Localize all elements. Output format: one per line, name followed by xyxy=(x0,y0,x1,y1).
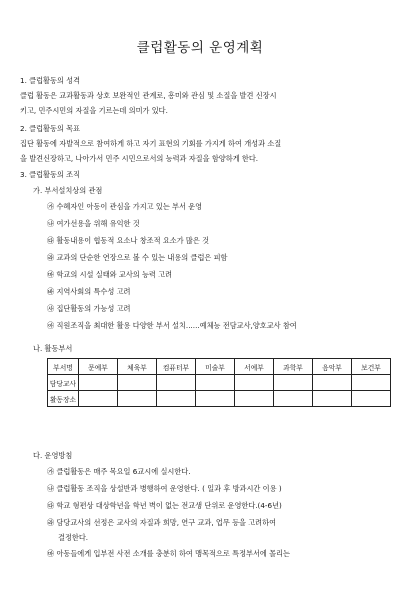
section1-text-line2: 키고, 민주시민의 자질을 기르는데 의미가 있다. xyxy=(20,106,168,115)
criteria-item: ㉳ 지역사회의 특수성 고려 xyxy=(47,287,131,296)
table-cell xyxy=(352,375,391,391)
section3-sub-a: 가. 부서설치상의 관점 xyxy=(33,186,103,195)
criteria-item: ㉮ 수혜자인 아동이 관심을 가지고 있는 부서 운영 xyxy=(47,202,203,211)
policy-item: ㉰ 학교 형편상 대상학년을 학년 벽이 없는 전교생 단위로 운영한다.(4-6년) xyxy=(47,501,282,510)
table-cell: 미술부 xyxy=(196,359,235,375)
table-row xyxy=(48,391,391,407)
table-row xyxy=(48,375,391,391)
table-cell xyxy=(118,391,157,407)
table-cell xyxy=(313,375,352,391)
table-cell xyxy=(196,391,235,407)
table-cell xyxy=(235,375,274,391)
policy-item: ㉱ 담당교사의 선정은 교사의 자질과 희망, 연구 교과, 업무 등을 고려하여 xyxy=(47,518,277,527)
table-cell xyxy=(118,375,157,391)
section-c-heading: 다. 운영방침 xyxy=(33,451,73,460)
table-cell xyxy=(79,391,118,407)
table-cell xyxy=(352,391,391,407)
club-department-table xyxy=(47,358,391,407)
table-cell: 활동장소 xyxy=(48,391,79,407)
section2-text-line2: 을 발견신장하고, 나아가서 민주 시민으로서의 능력과 자질을 함양하게 한다. xyxy=(20,154,259,163)
table-cell: 과학부 xyxy=(274,359,313,375)
page-title: 클럽활동의 운영계획 xyxy=(136,40,264,56)
section1-heading: 1. 클럽활동의 성격 xyxy=(20,76,81,85)
criteria-item: ㉴ 집단활동의 가능성 고려 xyxy=(47,304,131,313)
section2-text-line1: 집단 활동에 자발적으로 참여하게 하고 자기 표현의 기회를 가지게 하여 개성과 소질 xyxy=(20,139,282,148)
policy-item: ㉯ 클럽활동 조직을 상설반과 병행하여 운영한다. ( 일과 후 방과시간 이용 ) xyxy=(47,484,282,493)
table-cell: 부서명 xyxy=(48,359,79,375)
table-cell: 음악부 xyxy=(313,359,352,375)
table-cell: 문예부 xyxy=(79,359,118,375)
section3-sub-b: 나. 활동부서 xyxy=(33,344,73,353)
policy-item: ㉮ 클럽활동은 매주 목요일 6교시에 실시한다. xyxy=(47,467,191,476)
policy-item: ㉲ 아동들에게 입부전 사전 소개를 충분히 하여 맹목적으로 특정부서에 몰리는 xyxy=(47,549,290,558)
section1-text-line1: 클럽 활동은 교과활동과 상호 보완적인 관계로, 흥미와 관심 및 소질을 발견 신장시 xyxy=(20,91,277,100)
criteria-item: ㉲ 학교의 시설 실태와 교사의 능력 고려 xyxy=(47,270,173,279)
table-cell xyxy=(79,375,118,391)
table-cell xyxy=(313,391,352,407)
criteria-item: ㉵ 직원조직을 최대한 활용 다양한 부서 설치......예체능 전담교사,양호교사 참여 xyxy=(47,321,297,330)
section2-heading: 2. 클럽활동의 목표 xyxy=(20,124,81,133)
table-cell xyxy=(157,375,196,391)
table-cell xyxy=(196,375,235,391)
table-cell: 서예부 xyxy=(235,359,274,375)
table-cell xyxy=(274,391,313,407)
criteria-item: ㉰ 활동내용이 협동적 요소나 창조적 요소가 많은 것 xyxy=(47,236,210,245)
table-cell xyxy=(157,391,196,407)
table-cell: 담당교사 xyxy=(48,375,79,391)
section3-heading: 3. 클럽활동의 조직 xyxy=(20,170,81,179)
table-cell: 보건부 xyxy=(352,359,391,375)
criteria-item: ㉱ 교과의 단순한 연장으로 볼 수 있는 내용의 클럽은 피함 xyxy=(47,253,228,262)
criteria-item: ㉯ 여가선용을 위해 유익한 것 xyxy=(47,219,140,228)
table-cell xyxy=(274,375,313,391)
table-cell: 체육부 xyxy=(118,359,157,375)
table-cell xyxy=(235,391,274,407)
policy-item-continuation: 결정한다. xyxy=(58,533,89,542)
table-header-row xyxy=(48,359,391,375)
table-cell: 컴퓨터부 xyxy=(157,359,196,375)
